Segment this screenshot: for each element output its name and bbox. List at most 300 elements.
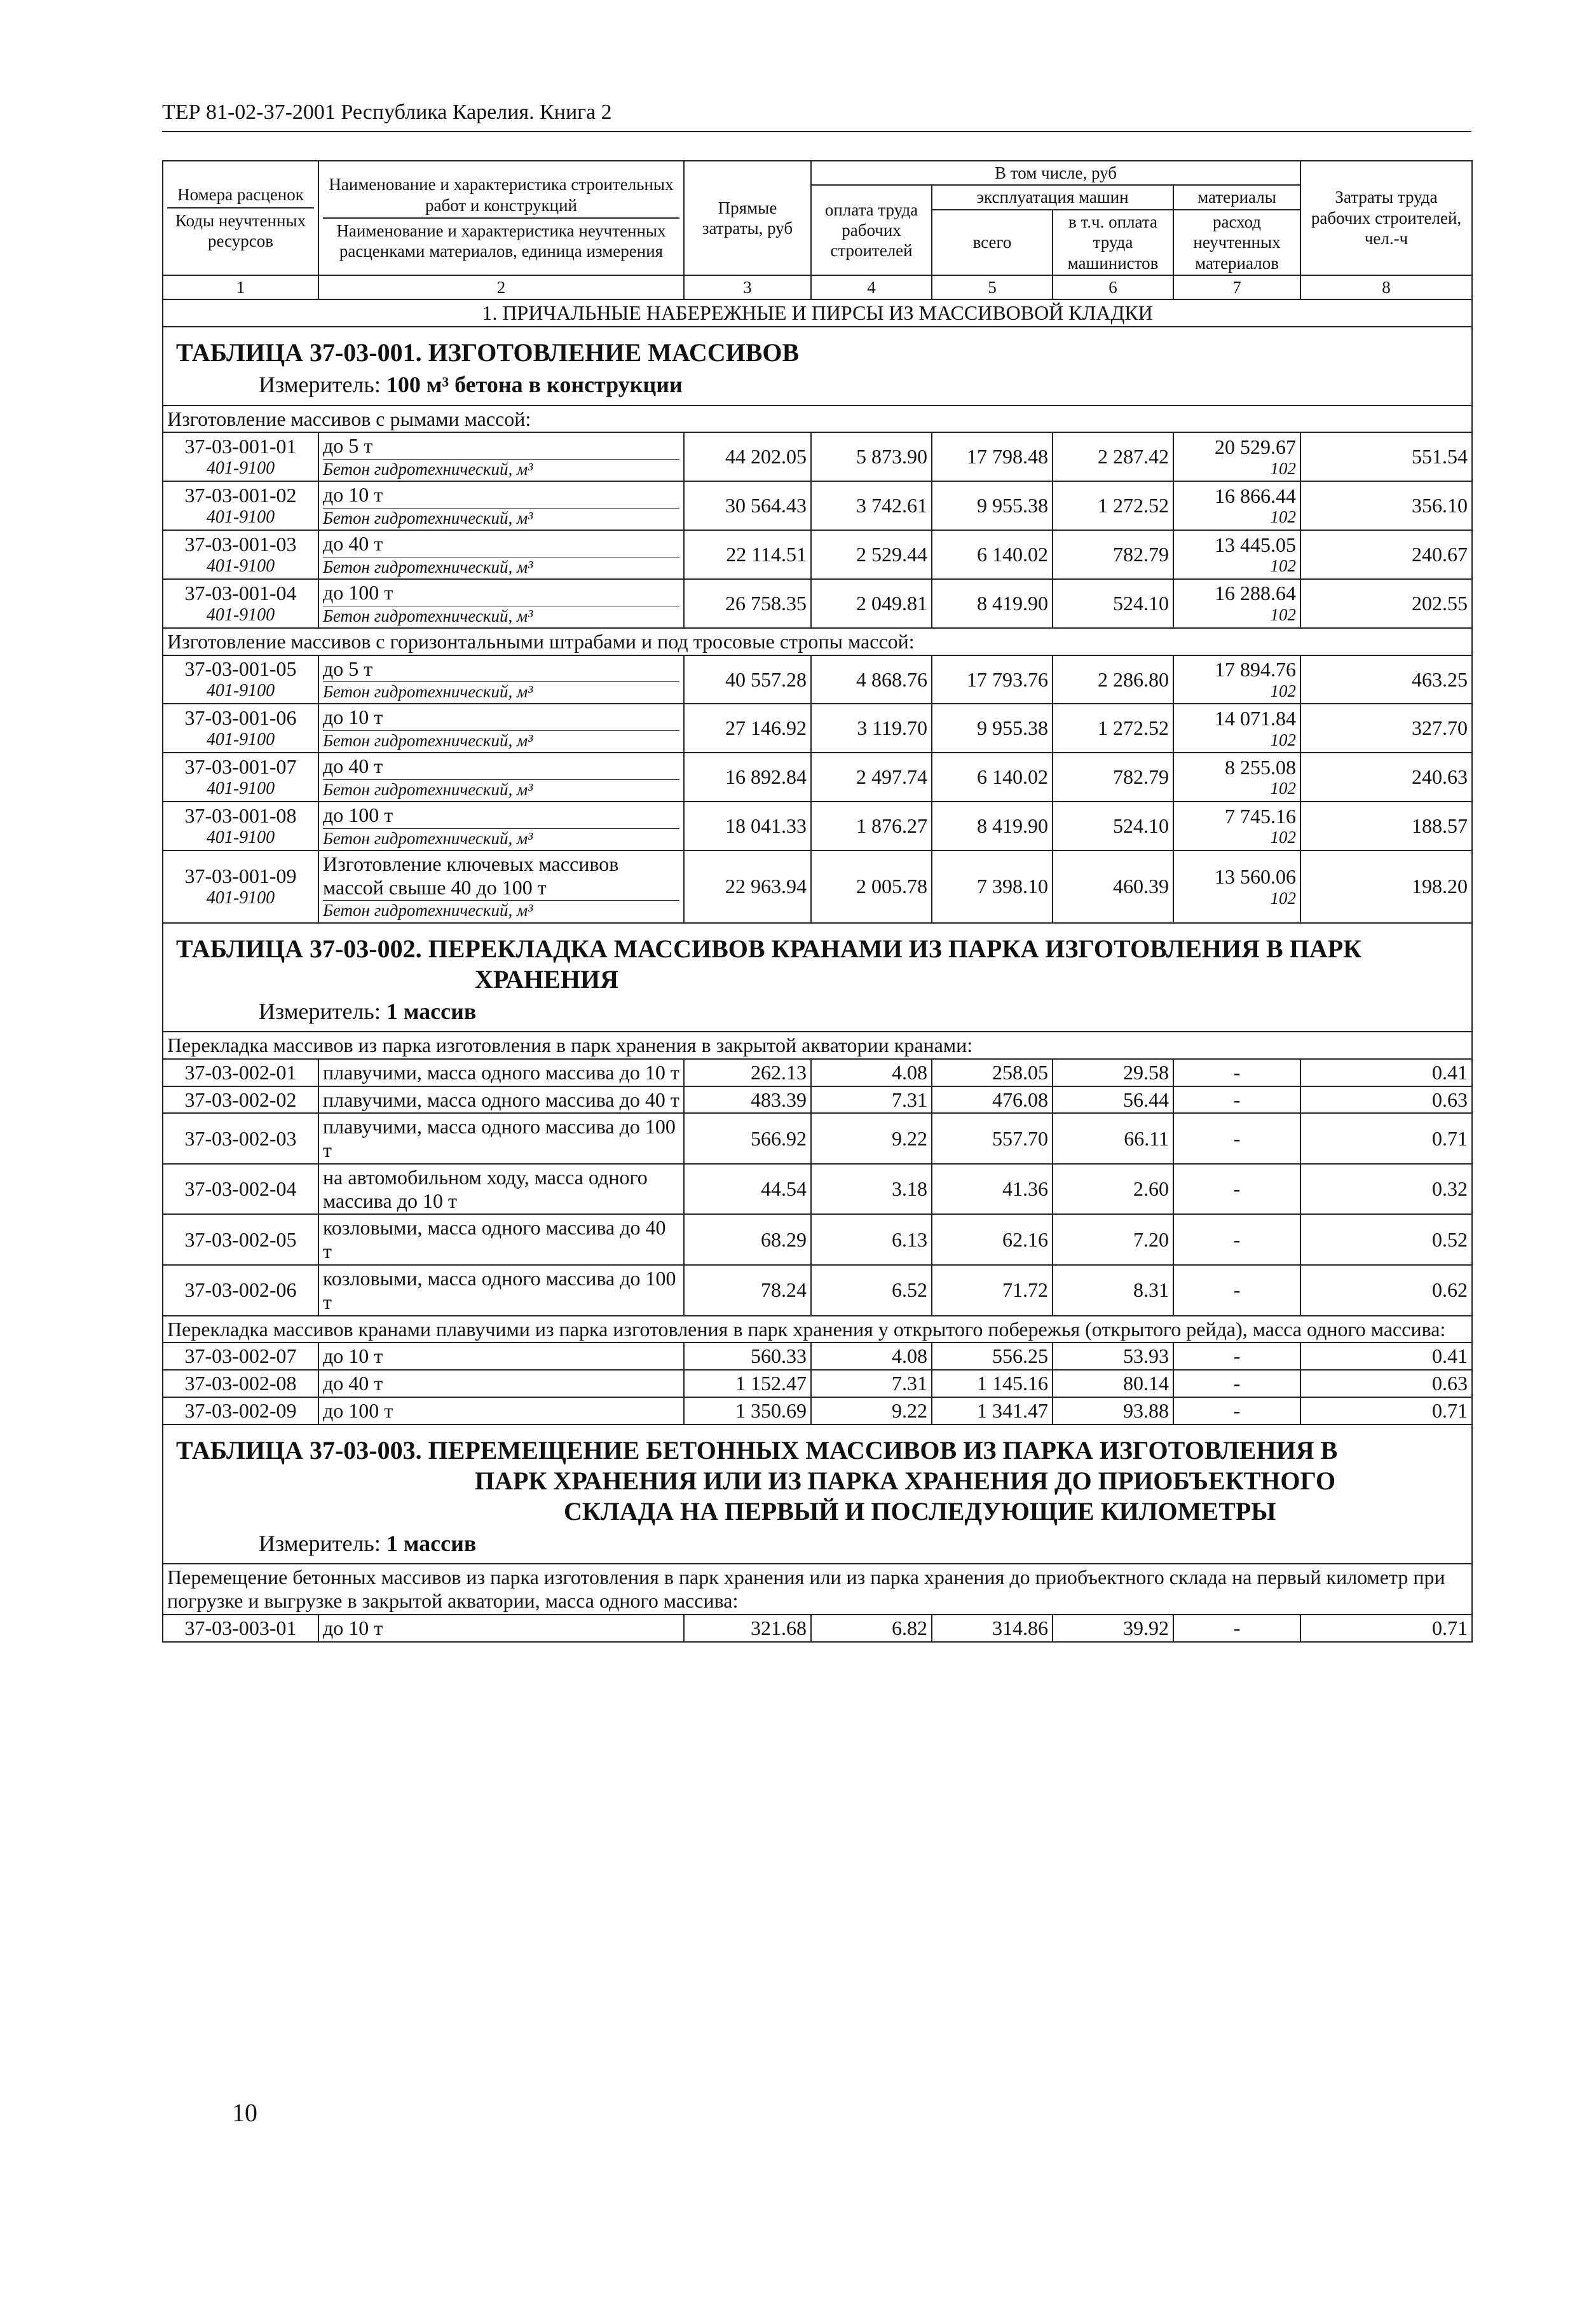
- measure-line: [163, 1529, 1471, 1563]
- direct-costs: [684, 1059, 811, 1086]
- measure-label: Измеритель:: [259, 1530, 381, 1556]
- machinists-pay: [1053, 655, 1173, 704]
- machinists-pay-value: 66.11: [1124, 1126, 1169, 1150]
- direct-costs-value: 22 114.51: [726, 543, 807, 566]
- work-name-value: до 40 т: [323, 1372, 383, 1395]
- work-name: [318, 1113, 684, 1164]
- machinists-pay-value: 524.10: [1113, 591, 1169, 615]
- machines-total: [932, 851, 1053, 923]
- work-name-sub: Бетон гидротехнический, м³: [323, 828, 679, 849]
- rate-code-sub: 401-9100: [206, 507, 275, 527]
- work-name: [318, 530, 684, 579]
- labor-hours-value: 0.63: [1432, 1372, 1468, 1395]
- rate-code-value: 37-03-002-08: [184, 1372, 297, 1395]
- direct-costs: [684, 1265, 811, 1316]
- col-number: 1: [163, 275, 318, 299]
- table-row: [163, 1113, 1472, 1164]
- table-body-4: [163, 1316, 1472, 1343]
- table-title-line: ХРАНЕНИЯ: [475, 964, 618, 994]
- labor-hours: [1300, 530, 1472, 579]
- machinists-pay-value: 1 272.52: [1098, 494, 1169, 517]
- rate-code-value: 37-03-001-03: [184, 532, 297, 556]
- work-name-sub: Бетон гидротехнический, м³: [323, 557, 679, 577]
- materials-cost: [1173, 851, 1300, 923]
- machines-total-value: 556.25: [992, 1344, 1048, 1368]
- machinists-pay-value: 1 272.52: [1098, 716, 1169, 740]
- materials-cost: [1173, 481, 1300, 530]
- rates-table: [162, 160, 1473, 1643]
- rate-code-sub: 401-9100: [206, 681, 275, 701]
- labor-pay-value: 2 529.44: [856, 543, 927, 566]
- labor-hours: [1300, 802, 1472, 851]
- work-name-value: до 10 т: [323, 1344, 383, 1368]
- work-name-value: на автомобильном ходу, масса одного массива до 10 т: [323, 1165, 648, 1212]
- work-name: [318, 579, 684, 628]
- rate-code-value: 37-03-002-01: [184, 1060, 297, 1084]
- labor-pay-value: 2 049.81: [856, 591, 927, 615]
- direct-costs-value: 27 146.92: [725, 716, 807, 740]
- col-number: 6: [1053, 275, 1173, 299]
- rate-code-sub: 401-9100: [206, 556, 275, 576]
- machinists-pay: [1053, 481, 1173, 530]
- table-body: [163, 299, 1472, 432]
- materials-cost: [1173, 1113, 1300, 1164]
- labor-pay: [811, 1164, 932, 1215]
- direct-costs-value: 483.39: [751, 1088, 807, 1111]
- measure-label: Измеритель:: [259, 372, 381, 398]
- labor-hours: [1300, 1086, 1472, 1114]
- rate-code: [163, 1086, 318, 1114]
- machinists-pay-value: 8.31: [1133, 1278, 1169, 1302]
- rate-code-sub: 401-9100: [206, 605, 275, 625]
- table-row: [163, 1164, 1472, 1215]
- rate-code-value: 37-03-002-06: [184, 1278, 297, 1302]
- col3-header: Прямые затраты, руб: [684, 161, 811, 275]
- labor-pay: [811, 481, 932, 530]
- table-title-block: [163, 327, 1472, 405]
- labor-pay-value: 6.13: [892, 1227, 927, 1251]
- direct-costs: [684, 1113, 811, 1164]
- machinists-pay-value: 2 287.42: [1098, 445, 1169, 468]
- work-name-value: до 40 т: [323, 532, 383, 556]
- table-row: [163, 851, 1472, 923]
- labor-pay: [811, 432, 932, 481]
- table-title-line: ТАБЛИЦА 37-03-003. ПЕРЕМЕЩЕНИЕ БЕТОННЫХ МАССИВОВ ИЗ ПАРКА ИЗГОТОВЛЕНИЯ В: [176, 1435, 1338, 1465]
- work-name: [318, 704, 684, 753]
- col5-header: всего: [932, 210, 1053, 275]
- labor-hours-value: 240.63: [1412, 765, 1468, 789]
- rate-code: [163, 432, 318, 481]
- col-number: 7: [1173, 275, 1300, 299]
- rate-code-sub: 401-9100: [206, 888, 275, 908]
- col-number: 8: [1300, 275, 1472, 299]
- materials-cost: [1173, 1615, 1300, 1642]
- materials-cost: [1173, 1086, 1300, 1114]
- materials-cost-value: -: [1233, 1372, 1241, 1395]
- machinists-pay-value: 782.79: [1113, 543, 1169, 566]
- machines-total-value: 557.70: [992, 1126, 1048, 1150]
- table-row: [163, 1214, 1472, 1265]
- labor-hours: [1300, 655, 1472, 704]
- table-row: [163, 1343, 1472, 1370]
- direct-costs-value: 44 202.05: [725, 445, 807, 468]
- subgroup-title: Перемещение бетонных массивов из парка изготовления в парк хранения или из парка хранения до приобъектного склада на первый километр при погрузке и выгрузке в закрытой акватории, масса одного массива:: [163, 1564, 1472, 1615]
- materials-cost-value: -: [1233, 1126, 1241, 1150]
- rate-code-value: 37-03-001-05: [184, 657, 297, 681]
- table-row: [163, 1615, 1472, 1642]
- work-name-value: до 40 т: [323, 755, 383, 778]
- work-name-value: Изготовление ключевых массивов массой свыше 40 до 100 т: [323, 852, 619, 899]
- work-name-value: до 10 т: [323, 706, 383, 729]
- row-group: [163, 1615, 1472, 1642]
- labor-hours: [1300, 432, 1472, 481]
- labor-pay: [811, 1265, 932, 1316]
- labor-hours-value: 0.32: [1432, 1177, 1468, 1201]
- table-row: [163, 1370, 1472, 1397]
- materials-cost-value: 8 255.08: [1225, 755, 1297, 779]
- work-name: [318, 655, 684, 704]
- materials-cost-value: -: [1233, 1088, 1241, 1111]
- work-name-sub: Бетон гидротехнический, м³: [323, 606, 679, 626]
- machines-total: [932, 1086, 1053, 1114]
- materials-cost-value: 17 894.76: [1215, 658, 1297, 681]
- table-title: [163, 1425, 1471, 1529]
- materials-cost: [1173, 579, 1300, 628]
- work-name: [318, 851, 684, 923]
- materials-cost: [1173, 1397, 1300, 1425]
- rate-code: [163, 802, 318, 851]
- table-row: [163, 655, 1472, 704]
- direct-costs-value: 1 152.47: [735, 1372, 807, 1395]
- machinists-pay: [1053, 1397, 1173, 1425]
- materials-cost-value: -: [1233, 1344, 1241, 1368]
- page-number: 10: [232, 2098, 257, 2127]
- rate-code: [163, 1214, 318, 1265]
- labor-pay: [811, 1370, 932, 1397]
- table-row: [163, 432, 1472, 481]
- labor-pay-value: 9.22: [892, 1399, 927, 1423]
- measure-value: 1 массив: [386, 998, 477, 1024]
- rate-code: [163, 579, 318, 628]
- rate-code: [163, 1164, 318, 1215]
- rate-code-value: 37-03-001-06: [184, 706, 297, 730]
- direct-costs: [684, 1615, 811, 1642]
- labor-pay: [811, 1343, 932, 1370]
- subgroup-title: Перекладка массивов из парка изготовления в парк хранения в закрытой акватории кранами:: [163, 1032, 1472, 1059]
- direct-costs: [684, 1370, 811, 1397]
- labor-pay-value: 6.52: [892, 1278, 927, 1302]
- direct-costs-value: 26 758.35: [725, 591, 807, 615]
- work-name-value: до 10 т: [323, 1616, 383, 1639]
- machines-total: [932, 655, 1053, 704]
- machines-total-value: 6 140.02: [977, 765, 1048, 789]
- col2-bottom: Наименование и характеристика неучтенных расценками материалов, единица измерения: [336, 221, 666, 261]
- direct-costs: [684, 1164, 811, 1215]
- machinists-pay-value: 29.58: [1123, 1060, 1169, 1084]
- materials-cost-value: 7 745.16: [1225, 804, 1297, 828]
- direct-costs-value: 22 963.94: [725, 875, 807, 898]
- direct-costs-value: 30 564.43: [725, 494, 807, 517]
- direct-costs: [684, 530, 811, 579]
- machinists-pay: [1053, 704, 1173, 753]
- work-name-value: до 5 т: [323, 657, 373, 680]
- materials-cost: [1173, 1265, 1300, 1316]
- direct-costs-value: 321.68: [751, 1616, 807, 1639]
- machinists-pay: [1053, 1164, 1173, 1215]
- table-row: [163, 753, 1472, 802]
- labor-hours: [1300, 1113, 1472, 1164]
- col4-header: оплата труда рабочих строителей: [811, 185, 932, 275]
- col-number: 5: [932, 275, 1053, 299]
- work-name-sub: Бетон гидротехнический, м³: [323, 900, 679, 920]
- labor-pay-value: 2 497.74: [856, 765, 927, 789]
- materials-cost: [1173, 704, 1300, 753]
- col6-header: в т.ч. оплата труда машинистов: [1053, 210, 1173, 275]
- machinists-pay: [1053, 1113, 1173, 1164]
- page-header: ТЕР 81-02-37-2001 Республика Карелия. Книга 2: [162, 100, 612, 124]
- materials-cost: [1173, 530, 1300, 579]
- labor-hours: [1300, 704, 1472, 753]
- rate-code-value: 37-03-002-04: [184, 1177, 297, 1201]
- work-name: [318, 481, 684, 530]
- direct-costs: [684, 655, 811, 704]
- group-header: В том числе, руб: [811, 161, 1300, 185]
- machinists-pay: [1053, 851, 1173, 923]
- work-name-value: козловыми, масса одного массива до 40 т: [323, 1216, 666, 1263]
- materials-cost-sub: 102: [1270, 507, 1297, 527]
- machines-total: [932, 579, 1053, 628]
- direct-costs-value: 40 557.28: [725, 667, 807, 691]
- row-group: [163, 1059, 1472, 1316]
- labor-pay-value: 7.31: [892, 1088, 927, 1111]
- rate-code: [163, 753, 318, 802]
- labor-hours: [1300, 851, 1472, 923]
- labor-hours: [1300, 1214, 1472, 1265]
- labor-pay-value: 1 876.27: [856, 814, 927, 838]
- machines-total-value: 1 341.47: [977, 1399, 1048, 1423]
- direct-costs: [684, 753, 811, 802]
- machinists-pay: [1053, 1265, 1173, 1316]
- measure-label: Измеритель:: [259, 998, 381, 1024]
- table-row: [163, 481, 1472, 530]
- work-name: [318, 432, 684, 481]
- machinists-pay: [1053, 1086, 1173, 1114]
- work-name-sub: Бетон гидротехнический, м³: [323, 508, 679, 528]
- labor-pay: [811, 802, 932, 851]
- section-title: 1. ПРИЧАЛЬНЫЕ НАБЕРЕЖНЫЕ И ПИРСЫ ИЗ МАССИВОВОЙ КЛАДКИ: [163, 299, 1472, 327]
- labor-pay-value: 3 119.70: [857, 716, 927, 740]
- machines-total-value: 1 145.16: [977, 1372, 1048, 1395]
- col-number: 2: [318, 275, 684, 299]
- header-rule: [162, 131, 1471, 132]
- row-group: [163, 1343, 1472, 1424]
- rate-code: [163, 851, 318, 923]
- rate-code-value: 37-03-001-04: [184, 581, 297, 605]
- labor-pay: [811, 1214, 932, 1265]
- labor-hours-value: 0.71: [1432, 1399, 1468, 1423]
- machines-total: [932, 1615, 1053, 1642]
- machinists-pay: [1053, 1615, 1173, 1642]
- materials-cost-value: 20 529.67: [1215, 435, 1297, 458]
- table-title-line: СКЛАДА НА ПЕРВЫЙ И ПОСЛЕДУЮЩИЕ КИЛОМЕТРЫ: [564, 1496, 1276, 1526]
- machinists-pay: [1053, 753, 1173, 802]
- machines-total-value: 8 419.90: [977, 591, 1048, 615]
- col1-top: Номера расценок: [167, 184, 314, 208]
- table-title-block: [163, 1425, 1472, 1564]
- direct-costs: [684, 432, 811, 481]
- labor-hours: [1300, 1265, 1472, 1316]
- col1-bottom: Коды неучтенных ресурсов: [175, 210, 306, 251]
- materials-cost-value: -: [1233, 1399, 1241, 1423]
- direct-costs: [684, 1343, 811, 1370]
- rate-code: [163, 1397, 318, 1425]
- col1-header: [163, 161, 318, 275]
- materials-cost: [1173, 1059, 1300, 1086]
- subgroup-title: Изготовление массивов с горизонтальными штрабами и под тросовые стропы массой:: [163, 628, 1472, 655]
- row-group: [163, 655, 1472, 923]
- materials-cost: [1173, 1214, 1300, 1265]
- labor-pay-value: 3 742.61: [856, 494, 927, 517]
- machines-header: эксплуатация машин: [932, 185, 1173, 209]
- labor-hours-value: 356.10: [1412, 494, 1468, 517]
- direct-costs: [684, 1214, 811, 1265]
- work-name-value: плавучими, масса одного массива до 100 т: [323, 1115, 676, 1162]
- materials-cost: [1173, 1343, 1300, 1370]
- labor-pay-value: 5 873.90: [856, 445, 927, 468]
- labor-pay: [811, 1086, 932, 1114]
- work-name-sub: Бетон гидротехнический, м³: [323, 779, 679, 800]
- labor-hours: [1300, 481, 1472, 530]
- machines-total-value: 71.72: [1002, 1278, 1048, 1302]
- machinists-pay-value: 80.14: [1123, 1372, 1169, 1395]
- labor-pay-value: 9.22: [892, 1126, 927, 1150]
- machines-total: [932, 753, 1053, 802]
- materials-cost-value: -: [1233, 1060, 1241, 1084]
- table-title: ТАБЛИЦА 37-03-001. ИЗГОТОВЛЕНИЕ МАССИВОВ: [176, 338, 800, 367]
- machinists-pay-value: 56.44: [1123, 1088, 1169, 1111]
- machines-total: [932, 1370, 1053, 1397]
- rate-code-value: 37-03-001-08: [184, 803, 297, 827]
- labor-hours-value: 202.55: [1412, 591, 1468, 615]
- col2-header: [318, 161, 684, 275]
- rate-code: [163, 1113, 318, 1164]
- materials-cost-sub: 102: [1270, 828, 1297, 847]
- table-title-block: [163, 923, 1472, 1032]
- labor-pay: [811, 704, 932, 753]
- labor-pay: [811, 851, 932, 923]
- labor-hours-value: 463.25: [1412, 667, 1468, 691]
- materials-cost-value: 16 866.44: [1215, 484, 1297, 507]
- labor-pay: [811, 1615, 932, 1642]
- materials-cost-value: -: [1233, 1227, 1241, 1251]
- table-title-line: ПАРК ХРАНЕНИЯ ИЛИ ИЗ ПАРКА ХРАНЕНИЯ ДО ПРИОБЪЕКТНОГО: [475, 1466, 1336, 1495]
- machines-total: [932, 432, 1053, 481]
- work-name-value: плавучими, масса одного массива до 10 т: [323, 1060, 679, 1084]
- labor-pay-value: 3.18: [892, 1177, 927, 1201]
- direct-costs-value: 262.13: [751, 1060, 807, 1084]
- rate-code-value: 37-03-001-01: [184, 435, 297, 458]
- col7-header: расход неучтенных материалов: [1173, 210, 1300, 275]
- machines-total: [932, 1265, 1053, 1316]
- rate-code-value: 37-03-002-02: [184, 1088, 297, 1111]
- table-row: [163, 1265, 1472, 1316]
- work-name: [318, 1265, 684, 1316]
- labor-hours: [1300, 1370, 1472, 1397]
- measure-line: [163, 371, 1471, 404]
- labor-pay-value: 4.08: [892, 1344, 927, 1368]
- machines-total-value: 7 398.10: [977, 875, 1048, 898]
- work-name-value: козловыми, масса одного массива до 100 т: [323, 1267, 676, 1313]
- materials-cost-value: 13 445.05: [1215, 533, 1297, 556]
- subgroup-title: Перекладка массивов кранами плавучими из парка изготовления в парк хранения у открытого побережья (открытого рейда), масса одного массива:: [163, 1316, 1472, 1343]
- labor-hours-value: 551.54: [1412, 445, 1468, 468]
- labor-hours-value: 0.41: [1432, 1060, 1468, 1084]
- work-name: [318, 1059, 684, 1086]
- labor-hours-value: 198.20: [1412, 875, 1468, 898]
- table-body-5: [163, 1425, 1472, 1615]
- labor-hours: [1300, 753, 1472, 802]
- machines-total-value: 62.16: [1002, 1227, 1048, 1251]
- materials-cost-value: 13 560.06: [1215, 865, 1297, 888]
- labor-pay-value: 7.31: [892, 1372, 927, 1395]
- direct-costs: [684, 802, 811, 851]
- rate-code-sub: 401-9100: [206, 730, 275, 750]
- machines-total-value: 17 798.48: [967, 445, 1048, 468]
- table-head: [163, 161, 1472, 299]
- direct-costs-value: 16 892.84: [725, 765, 807, 789]
- labor-pay-value: 2 005.78: [856, 875, 927, 898]
- rate-code: [163, 655, 318, 704]
- direct-costs-value: 566.92: [751, 1126, 807, 1150]
- machines-total: [932, 1343, 1053, 1370]
- machines-total-value: 17 793.76: [967, 667, 1048, 691]
- rate-code: [163, 1370, 318, 1397]
- labor-hours-value: 0.71: [1432, 1126, 1468, 1150]
- work-name: [318, 1343, 684, 1370]
- table-row: [163, 1059, 1472, 1086]
- col8-header: Затраты труда рабочих строителей, чел.-ч: [1300, 161, 1472, 275]
- work-name-sub: Бетон гидротехнический, м³: [323, 459, 679, 479]
- rate-code: [163, 1615, 318, 1642]
- labor-hours-value: 0.41: [1432, 1344, 1468, 1368]
- labor-hours: [1300, 1615, 1472, 1642]
- machinists-pay: [1053, 1214, 1173, 1265]
- work-name-value: до 100 т: [323, 803, 393, 827]
- materials-cost-sub: 102: [1270, 681, 1297, 701]
- materials-cost-sub: 102: [1270, 730, 1297, 749]
- direct-costs-value: 44.54: [761, 1177, 807, 1201]
- machinists-pay-value: 524.10: [1113, 814, 1169, 838]
- machinists-pay-value: 2 286.80: [1098, 667, 1169, 691]
- materials-cost: [1173, 655, 1300, 704]
- labor-pay-value: 6.82: [892, 1616, 927, 1639]
- work-name-value: до 100 т: [323, 580, 393, 604]
- table-row: [163, 1086, 1472, 1114]
- machinists-pay: [1053, 530, 1173, 579]
- table-row: [163, 1397, 1472, 1425]
- machinists-pay-value: 2.60: [1133, 1177, 1169, 1201]
- machines-total: [932, 704, 1053, 753]
- machinists-pay-value: 93.88: [1123, 1399, 1169, 1423]
- rate-code-value: 37-03-001-07: [184, 755, 297, 779]
- machinists-pay: [1053, 432, 1173, 481]
- work-name-value: плавучими, масса одного массива до 40 т: [323, 1088, 679, 1111]
- direct-costs: [684, 1086, 811, 1114]
- direct-costs: [684, 579, 811, 628]
- labor-hours-value: 0.62: [1432, 1278, 1468, 1302]
- work-name: [318, 802, 684, 851]
- machines-total: [932, 1397, 1053, 1425]
